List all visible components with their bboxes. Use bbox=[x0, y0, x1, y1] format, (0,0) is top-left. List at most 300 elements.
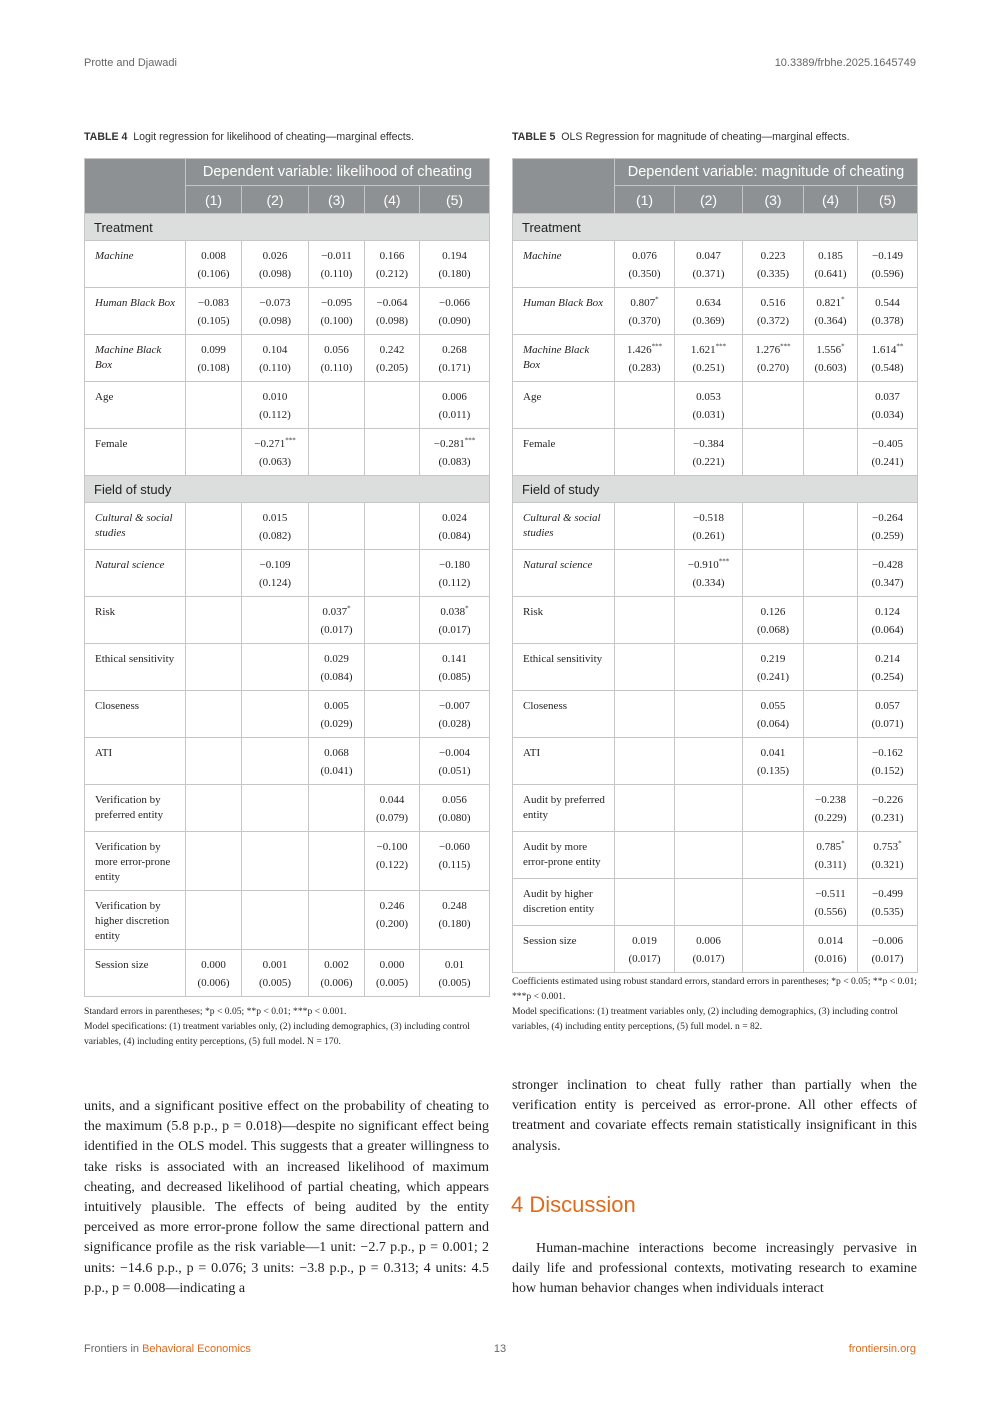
coefficient-cell bbox=[858, 597, 918, 644]
variable-label: Natural science bbox=[85, 550, 186, 597]
coefficient-cell bbox=[309, 382, 365, 429]
model-column-header: (2) bbox=[675, 186, 743, 214]
table-row bbox=[85, 738, 490, 785]
standard-error: (0.005) bbox=[375, 977, 409, 989]
coefficient-number: 1.621 bbox=[690, 344, 716, 356]
standard-error: (0.041) bbox=[320, 765, 353, 777]
coefficient-cell bbox=[186, 644, 242, 691]
dep-var-header-row bbox=[85, 159, 490, 186]
model-column-header: (1) bbox=[186, 186, 242, 214]
coefficient-value bbox=[420, 249, 489, 264]
standard-error: (0.221) bbox=[692, 456, 725, 468]
table-row bbox=[85, 832, 490, 891]
standard-error: (0.641) bbox=[814, 268, 847, 280]
coefficient-value bbox=[858, 343, 917, 358]
coefficient-value bbox=[804, 887, 857, 902]
table-row bbox=[513, 644, 918, 691]
coefficient-value bbox=[615, 249, 674, 264]
coefficient-number: −0.271 bbox=[254, 438, 286, 450]
coefficient-cell bbox=[309, 597, 365, 644]
coefficient-cell bbox=[615, 691, 675, 738]
variable-label: Audit by preferred entity bbox=[513, 785, 615, 832]
model-column-header: (2) bbox=[242, 186, 309, 214]
table-row bbox=[85, 335, 490, 382]
coefficient-cell bbox=[365, 550, 420, 597]
coefficient-number: 0.242 bbox=[379, 344, 405, 356]
coefficient-number: −0.060 bbox=[439, 841, 470, 853]
section-label: Treatment bbox=[85, 214, 490, 241]
coefficient-value bbox=[365, 793, 419, 808]
standard-error: (0.241) bbox=[871, 456, 904, 468]
coefficient-value bbox=[804, 934, 857, 949]
coefficient-number: −0.180 bbox=[439, 559, 470, 571]
coefficient-cell bbox=[743, 503, 804, 550]
standard-error: (0.006) bbox=[197, 977, 230, 989]
coefficient-cell bbox=[242, 738, 309, 785]
coefficient-number: 0.041 bbox=[760, 747, 786, 759]
coefficient-number: 0.038 bbox=[440, 606, 466, 618]
coefficient-value bbox=[186, 296, 241, 311]
coefficient-cell bbox=[420, 891, 490, 950]
coefficient-cell bbox=[804, 926, 858, 973]
coefficient-cell bbox=[743, 335, 804, 382]
coefficient-cell bbox=[242, 644, 309, 691]
header-blank bbox=[85, 159, 186, 214]
standard-error: (0.231) bbox=[871, 812, 904, 824]
coefficient-value bbox=[858, 652, 917, 667]
coefficient-value bbox=[743, 652, 803, 667]
significance-stars: *** bbox=[718, 557, 730, 566]
coefficient-number: 0.185 bbox=[818, 250, 843, 262]
coefficient-cell bbox=[242, 550, 309, 597]
coefficient-number: −0.428 bbox=[872, 559, 903, 571]
coefficient-cell bbox=[804, 429, 858, 476]
coefficient-cell bbox=[186, 288, 242, 335]
variable-label: Machine Black Box bbox=[513, 335, 615, 382]
coefficient-number: 0.026 bbox=[262, 250, 288, 262]
model-column-header: (3) bbox=[743, 186, 804, 214]
coefficient-cell bbox=[309, 691, 365, 738]
coefficient-cell bbox=[675, 597, 743, 644]
variable-label: Age bbox=[513, 382, 615, 429]
coefficient-value bbox=[309, 296, 364, 311]
coefficient-cell bbox=[365, 503, 420, 550]
table-row bbox=[513, 241, 918, 288]
coefficient-number: −0.109 bbox=[259, 559, 291, 571]
standard-error: (0.334) bbox=[692, 577, 725, 589]
coefficient-number: −0.511 bbox=[815, 888, 846, 900]
coefficient-cell bbox=[615, 335, 675, 382]
coefficient-number: 0.002 bbox=[324, 959, 349, 971]
standard-error: (0.084) bbox=[438, 530, 471, 542]
table-row bbox=[513, 738, 918, 785]
standard-error: (0.259) bbox=[871, 530, 904, 542]
coefficient-cell bbox=[858, 832, 918, 879]
section-row-field bbox=[85, 476, 490, 503]
model-column-header: (1) bbox=[615, 186, 675, 214]
variable-label: Human Black Box bbox=[513, 288, 615, 335]
coefficient-cell bbox=[309, 785, 365, 832]
coefficient-cell bbox=[242, 335, 309, 382]
standard-error: (0.124) bbox=[258, 577, 292, 589]
coefficient-cell bbox=[675, 926, 743, 973]
coefficient-value bbox=[675, 558, 742, 573]
discussion-paragraph: Human-machine interactions become increasingly pervasive in daily life and professional contexts, motivating research to examine how human behavior changes when individuals interact bbox=[512, 1241, 917, 1297]
table-row bbox=[513, 926, 918, 973]
variable-label: Cultural & social studies bbox=[85, 503, 186, 550]
coefficient-number: 0.099 bbox=[201, 344, 226, 356]
coefficient-cell bbox=[186, 429, 242, 476]
coefficient-cell bbox=[186, 691, 242, 738]
coefficient-cell bbox=[309, 288, 365, 335]
coefficient-cell bbox=[804, 382, 858, 429]
table-row bbox=[85, 597, 490, 644]
coefficient-number: −0.405 bbox=[872, 438, 903, 450]
standard-error: (0.098) bbox=[375, 315, 409, 327]
standard-error: (0.017) bbox=[320, 624, 353, 636]
coefficient-cell bbox=[743, 832, 804, 879]
coefficient-cell bbox=[804, 879, 858, 926]
coefficient-cell bbox=[309, 738, 365, 785]
variable-label: Cultural & social studies bbox=[513, 503, 615, 550]
standard-error: (0.031) bbox=[692, 409, 725, 421]
coefficient-value bbox=[675, 934, 742, 949]
coefficient-number: −0.238 bbox=[815, 794, 846, 806]
coefficient-value bbox=[858, 605, 917, 620]
standard-error: (0.180) bbox=[438, 268, 471, 280]
coefficient-number: 0.029 bbox=[324, 653, 349, 665]
section-label: Treatment bbox=[513, 214, 918, 241]
significance-stars: * bbox=[841, 839, 845, 848]
coefficient-cell bbox=[309, 950, 365, 997]
coefficient-number: 0.056 bbox=[442, 794, 467, 806]
significance-stars: *** bbox=[285, 436, 296, 445]
coefficient-value bbox=[186, 958, 241, 973]
coefficient-number: −0.100 bbox=[376, 841, 408, 853]
coefficient-cell bbox=[743, 738, 804, 785]
coefficient-value bbox=[858, 511, 917, 526]
coefficient-cell bbox=[365, 429, 420, 476]
standard-error: (0.029) bbox=[320, 718, 353, 730]
variable-label: Natural science bbox=[513, 550, 615, 597]
coefficient-value bbox=[365, 296, 419, 311]
coefficient-cell bbox=[186, 335, 242, 382]
coefficient-value bbox=[804, 343, 857, 358]
coefficient-number: 1.276 bbox=[755, 344, 781, 356]
standard-error: (0.034) bbox=[871, 409, 904, 421]
coefficient-number: −0.910 bbox=[687, 559, 719, 571]
table-row bbox=[513, 550, 918, 597]
coefficient-cell bbox=[420, 644, 490, 691]
standard-error: (0.011) bbox=[438, 409, 471, 421]
coefficient-number: 0.047 bbox=[696, 250, 721, 262]
table-row bbox=[85, 241, 490, 288]
footer-site-link[interactable]: frontiersin.org bbox=[848, 1343, 916, 1355]
coefficient-value bbox=[420, 511, 489, 526]
table-row bbox=[513, 785, 918, 832]
coefficient-number: 0.248 bbox=[442, 900, 467, 912]
coefficient-number: −0.518 bbox=[693, 512, 724, 524]
coefficient-cell bbox=[804, 644, 858, 691]
coefficient-number: 0.005 bbox=[324, 700, 349, 712]
coefficient-value bbox=[675, 390, 742, 405]
coefficient-number: 0.219 bbox=[760, 653, 786, 665]
standard-error: (0.017) bbox=[692, 953, 725, 965]
dep-var-header-row bbox=[513, 159, 918, 186]
coefficient-cell bbox=[743, 382, 804, 429]
coefficient-cell bbox=[242, 891, 309, 950]
standard-error: (0.005) bbox=[438, 977, 471, 989]
table-row bbox=[513, 832, 918, 879]
coefficient-cell bbox=[858, 288, 918, 335]
variable-label: Audit by higher discretion entity bbox=[513, 879, 615, 926]
coefficient-number: 0.044 bbox=[379, 794, 405, 806]
coefficient-cell bbox=[675, 241, 743, 288]
coefficient-cell bbox=[186, 950, 242, 997]
coefficient-number: 0.246 bbox=[379, 900, 405, 912]
coefficient-value bbox=[420, 899, 489, 914]
coefficient-number: 0.104 bbox=[262, 344, 288, 356]
coefficient-number: 0.037 bbox=[875, 391, 900, 403]
variable-label: Audit by more error-prone entity bbox=[513, 832, 615, 879]
coefficient-number: 0.516 bbox=[760, 297, 786, 309]
coefficient-value bbox=[675, 296, 742, 311]
coefficient-cell bbox=[186, 597, 242, 644]
standard-error: (0.335) bbox=[756, 268, 790, 280]
coefficient-number: 0.076 bbox=[632, 250, 657, 262]
coefficient-cell bbox=[804, 832, 858, 879]
table4-note-significance: Standard errors in parentheses; *p < 0.05; **p < 0.01; ***p < 0.001. bbox=[84, 1006, 347, 1017]
coefficient-value bbox=[420, 793, 489, 808]
coefficient-value bbox=[420, 652, 489, 667]
coefficient-cell bbox=[615, 288, 675, 335]
standard-error: (0.098) bbox=[258, 315, 292, 327]
coefficient-cell bbox=[675, 785, 743, 832]
standard-error: (0.082) bbox=[258, 530, 292, 542]
coefficient-cell bbox=[615, 785, 675, 832]
coefficient-value bbox=[420, 390, 489, 405]
coefficient-value bbox=[309, 343, 364, 358]
standard-error: (0.100) bbox=[320, 315, 353, 327]
section-label: Field of study bbox=[513, 476, 918, 503]
table-row bbox=[513, 879, 918, 926]
standard-error: (0.535) bbox=[871, 906, 904, 918]
coefficient-cell bbox=[858, 335, 918, 382]
coefficient-number: 0.057 bbox=[875, 700, 900, 712]
section-label: Field of study bbox=[85, 476, 490, 503]
coefficient-cell bbox=[858, 429, 918, 476]
coefficient-value bbox=[858, 558, 917, 573]
standard-error: (0.068) bbox=[756, 624, 790, 636]
standard-error: (0.112) bbox=[259, 409, 291, 421]
coefficient-cell bbox=[743, 691, 804, 738]
coefficient-cell bbox=[858, 785, 918, 832]
coefficient-cell bbox=[242, 429, 309, 476]
coefficient-number: −0.004 bbox=[439, 747, 470, 759]
coefficient-cell bbox=[420, 691, 490, 738]
coefficient-cell bbox=[804, 503, 858, 550]
coefficient-cell bbox=[186, 891, 242, 950]
coefficient-cell bbox=[365, 891, 420, 950]
coefficient-cell bbox=[675, 550, 743, 597]
coefficient-value bbox=[242, 437, 308, 452]
coefficient-value bbox=[858, 934, 917, 949]
coefficient-number: 0.010 bbox=[262, 391, 288, 403]
significance-stars: * bbox=[465, 604, 469, 613]
coefficient-cell bbox=[858, 503, 918, 550]
standard-error: (0.212) bbox=[375, 268, 409, 280]
standard-error: (0.283) bbox=[628, 362, 661, 374]
coefficient-cell bbox=[615, 550, 675, 597]
coefficient-cell bbox=[804, 738, 858, 785]
coefficient-value bbox=[804, 793, 857, 808]
coefficient-number: 1.614 bbox=[871, 344, 897, 356]
standard-error: (0.200) bbox=[375, 918, 409, 930]
coefficient-cell bbox=[615, 832, 675, 879]
coefficient-cell bbox=[743, 879, 804, 926]
coefficient-number: −0.006 bbox=[872, 935, 903, 947]
standard-error: (0.152) bbox=[871, 765, 904, 777]
coefficient-value bbox=[858, 699, 917, 714]
coefficient-number: 0.008 bbox=[201, 250, 226, 262]
model-column-header: (5) bbox=[420, 186, 490, 214]
table5-notes bbox=[512, 974, 917, 1034]
coefficient-number: −0.281 bbox=[433, 438, 465, 450]
coefficient-value bbox=[420, 699, 489, 714]
coefficient-cell bbox=[242, 785, 309, 832]
coefficient-cell bbox=[675, 503, 743, 550]
coefficient-number: 0.194 bbox=[442, 250, 467, 262]
table-row bbox=[513, 503, 918, 550]
table-row bbox=[85, 644, 490, 691]
coefficient-value bbox=[420, 958, 489, 973]
standard-error: (0.110) bbox=[320, 362, 353, 374]
table-row bbox=[85, 429, 490, 476]
standard-error: (0.321) bbox=[871, 859, 904, 871]
coefficient-number: 0.223 bbox=[760, 250, 786, 262]
coefficient-cell bbox=[365, 288, 420, 335]
significance-stars: *** bbox=[651, 342, 663, 351]
variable-label: Human Black Box bbox=[85, 288, 186, 335]
coefficient-value bbox=[858, 249, 917, 264]
coefficient-number: −0.264 bbox=[872, 512, 903, 524]
coefficient-cell bbox=[420, 785, 490, 832]
coefficient-cell bbox=[186, 738, 242, 785]
table4-note-models: Model specifications: (1) treatment variables only, (2) including demographics, (3) including control variables, (4) including entity perceptions, (5) full model. N = 170. bbox=[84, 1021, 470, 1047]
coefficient-number: 0.006 bbox=[442, 391, 467, 403]
variable-label: Closeness bbox=[513, 691, 615, 738]
coefficient-cell bbox=[858, 879, 918, 926]
coefficient-number: 0.024 bbox=[442, 512, 467, 524]
coefficient-value bbox=[743, 746, 803, 761]
coefficient-value bbox=[420, 437, 489, 452]
coefficient-cell bbox=[242, 382, 309, 429]
coefficient-cell bbox=[743, 429, 804, 476]
table5-note-significance: Coefficients estimated using robust standard errors, standard errors in parentheses; *p < 0.05; **p < 0.01; ***p < 0.001. bbox=[512, 976, 917, 1002]
coefficient-number: 0.01 bbox=[444, 959, 465, 971]
coefficient-cell bbox=[743, 597, 804, 644]
coefficient-cell bbox=[804, 550, 858, 597]
coefficient-cell bbox=[420, 950, 490, 997]
standard-error: (0.106) bbox=[197, 268, 230, 280]
standard-error: (0.270) bbox=[756, 362, 790, 374]
section-row-treatment bbox=[85, 214, 490, 241]
coefficient-cell bbox=[365, 950, 420, 997]
standard-error: (0.115) bbox=[438, 859, 471, 871]
table-row bbox=[85, 382, 490, 429]
table-row bbox=[513, 288, 918, 335]
coefficient-value bbox=[743, 605, 803, 620]
coefficient-value bbox=[420, 343, 489, 358]
variable-label: ATI bbox=[513, 738, 615, 785]
standard-error: (0.090) bbox=[438, 315, 471, 327]
coefficient-value bbox=[365, 249, 419, 264]
standard-error: (0.548) bbox=[871, 362, 904, 374]
coefficient-number: 0.126 bbox=[760, 606, 786, 618]
table-row bbox=[85, 785, 490, 832]
dependent-variable-title: Dependent variable: likelihood of cheating bbox=[186, 159, 490, 186]
coefficient-value bbox=[743, 296, 803, 311]
coefficient-cell bbox=[675, 879, 743, 926]
coefficient-cell bbox=[242, 288, 309, 335]
table-row bbox=[85, 950, 490, 997]
coefficient-cell bbox=[804, 241, 858, 288]
table-row bbox=[513, 429, 918, 476]
coefficient-value bbox=[365, 343, 419, 358]
coefficient-cell bbox=[615, 597, 675, 644]
significance-stars: * bbox=[347, 604, 351, 613]
standard-error: (0.071) bbox=[871, 718, 904, 730]
coefficient-number: −0.095 bbox=[321, 297, 352, 309]
running-header-authors: Protte and Djawadi bbox=[84, 57, 177, 69]
coefficient-number: 0.001 bbox=[262, 959, 288, 971]
coefficient-cell bbox=[420, 335, 490, 382]
standard-error: (0.261) bbox=[692, 530, 725, 542]
standard-error: (0.108) bbox=[197, 362, 230, 374]
standard-error: (0.556) bbox=[814, 906, 847, 918]
coefficient-number: 0.056 bbox=[324, 344, 349, 356]
coefficient-cell bbox=[242, 950, 309, 997]
coefficient-cell bbox=[365, 644, 420, 691]
coefficient-value bbox=[309, 652, 364, 667]
standard-error: (0.371) bbox=[692, 268, 725, 280]
standard-error: (0.135) bbox=[756, 765, 790, 777]
coefficient-cell bbox=[615, 879, 675, 926]
coefficient-number: 0.214 bbox=[875, 653, 900, 665]
standard-error: (0.051) bbox=[438, 765, 471, 777]
coefficient-cell bbox=[858, 382, 918, 429]
coefficient-cell bbox=[186, 832, 242, 891]
coefficient-number: 0.014 bbox=[818, 935, 843, 947]
coefficient-cell bbox=[615, 926, 675, 973]
coefficient-cell bbox=[420, 550, 490, 597]
coefficient-number: −0.011 bbox=[321, 250, 352, 262]
table5-caption-text: OLS Regression for magnitude of cheating—marginal effects. bbox=[561, 131, 850, 143]
coefficient-cell bbox=[615, 738, 675, 785]
standard-error: (0.063) bbox=[258, 456, 292, 468]
coefficient-cell bbox=[858, 738, 918, 785]
coefficient-cell bbox=[743, 926, 804, 973]
standard-error: (0.122) bbox=[375, 859, 409, 871]
standard-error: (0.083) bbox=[438, 456, 471, 468]
significance-stars: * bbox=[898, 839, 902, 848]
variable-label: Risk bbox=[85, 597, 186, 644]
model-column-header: (4) bbox=[804, 186, 858, 214]
standard-error: (0.229) bbox=[814, 812, 847, 824]
coefficient-cell bbox=[804, 288, 858, 335]
variable-label: Machine Black Box bbox=[85, 335, 186, 382]
coefficient-number: −0.083 bbox=[198, 297, 229, 309]
